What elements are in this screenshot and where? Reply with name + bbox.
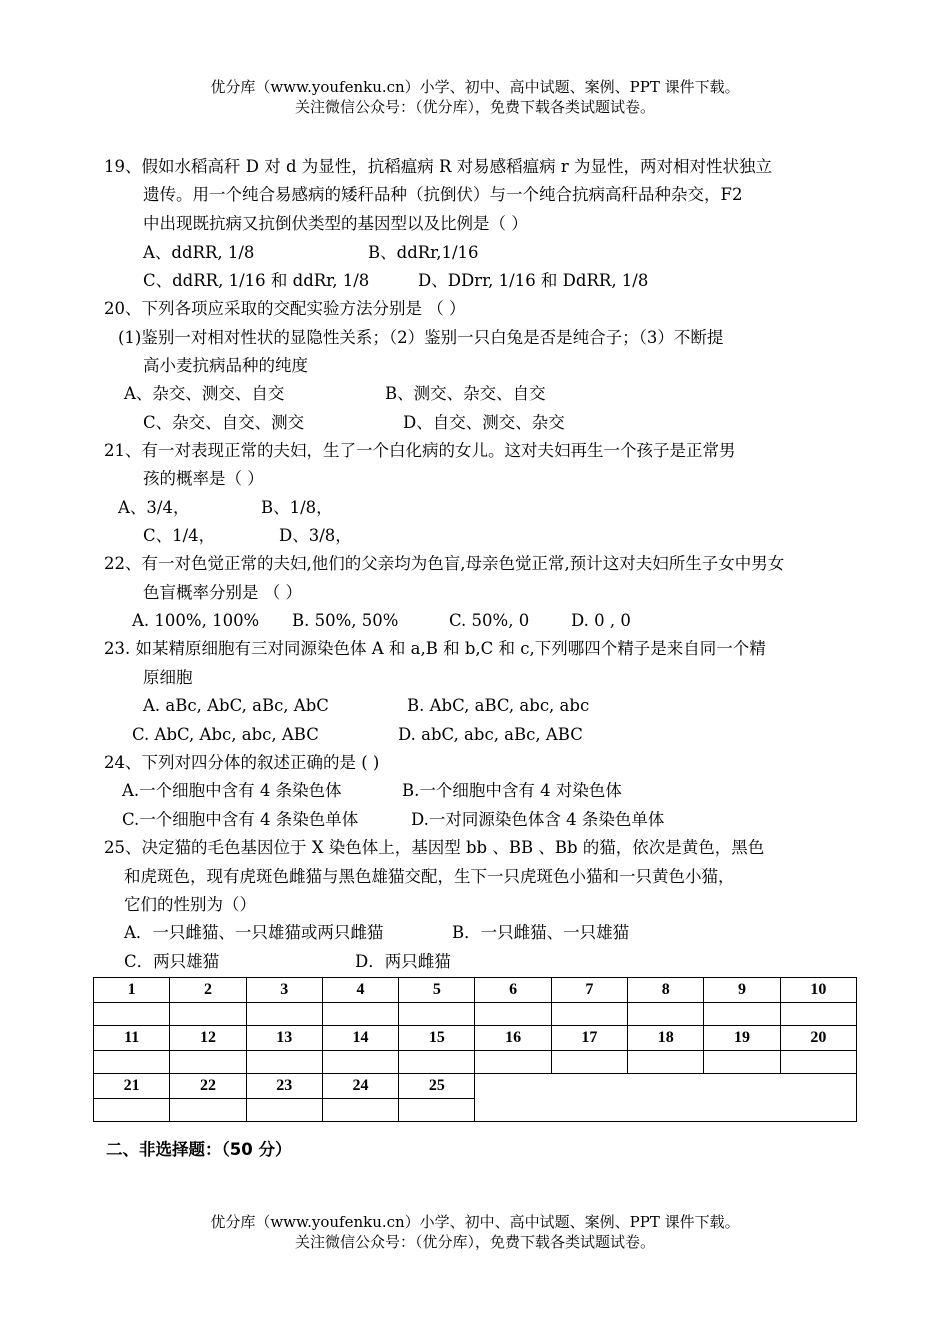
q20-option-d: D、自交、测交、杂交 xyxy=(403,413,565,432)
q25-option-a: A．一只雌猫、一只雄猫或两只雌猫 xyxy=(124,923,384,942)
section-heading: 二、非选择题：（50 分） xyxy=(106,1140,292,1159)
q24-option-d: D.一对同源染色体含 4 条染色单体 xyxy=(411,810,665,829)
answer-number-cell: 13 xyxy=(246,1026,322,1051)
answer-number-cell: 2 xyxy=(170,978,246,1003)
answer-blank-cell[interactable] xyxy=(170,1099,246,1122)
q19-option-a: A、ddRR, 1/8 xyxy=(143,243,255,262)
q19-option-b: B、ddRr,1/16 xyxy=(368,243,479,262)
q20-option-a: A、杂交、测交、自交 xyxy=(124,384,285,403)
q21-option-c: C、1/4， xyxy=(143,526,216,545)
answer-blank-cell[interactable] xyxy=(94,1051,170,1074)
answer-number-cell: 3 xyxy=(246,978,322,1003)
q25-stem-2: 和虎斑色，现有虎斑色雌猫与黑色雄猫交配，生下一只虎斑色小猫和一只黄色小猫， xyxy=(124,867,735,886)
answer-blank-cell[interactable] xyxy=(246,1099,322,1122)
answer-number-cell: 7 xyxy=(551,978,627,1003)
q19-option-d: D、DDrr, 1/16 和 DdRR, 1/8 xyxy=(418,271,649,290)
q21-option-b: B、1/8， xyxy=(261,498,333,517)
answer-blank-cell[interactable] xyxy=(170,1051,246,1074)
q23-option-b: B. AbC, aBC, abc, abc xyxy=(407,696,590,715)
answer-number-cell: 12 xyxy=(170,1026,246,1051)
q23-option-a: A. aBc, AbC, aBc, AbC xyxy=(143,696,329,715)
answer-blank-cell[interactable] xyxy=(704,1051,780,1074)
header-line-2: 关注微信公众号：（优分库），免费下载各类试题试卷。 xyxy=(294,98,655,116)
answer-number-cell: 5 xyxy=(399,978,475,1003)
answer-table-empty-area xyxy=(475,1074,857,1122)
answer-table-number-row xyxy=(94,978,857,1003)
answer-blank-cell[interactable] xyxy=(780,1003,856,1026)
q20-stem-1: 20、下列各项应采取的交配实验方法分别是 （ ） xyxy=(104,299,466,318)
q25-option-d: D．两只雌猫 xyxy=(355,952,451,971)
q22-stem-2: 色盲概率分别是 （ ） xyxy=(143,583,302,602)
q19-stem-2: 遗传。用一个纯合易感病的矮秆品种（抗倒伏）与一个纯合抗病高秆品种杂交，F2 xyxy=(143,185,743,204)
answer-blank-cell[interactable] xyxy=(475,1051,551,1074)
q25-option-b: B．一只雌猫、一只雄猫 xyxy=(452,923,630,942)
answer-number-cell: 22 xyxy=(170,1074,246,1099)
q24-option-b: B.一个细胞中含有 4 对染色体 xyxy=(402,781,622,800)
answer-blank-cell[interactable] xyxy=(322,1099,398,1122)
q23-stem-1: 23. 如某精原细胞有三对同源染色体 A 和 a,B 和 b,C 和 c,下列哪四个精子是来自同一个精 xyxy=(104,639,766,658)
answer-blank-cell[interactable] xyxy=(399,1051,475,1074)
answer-number-cell: 10 xyxy=(780,978,856,1003)
answer-number-cell: 8 xyxy=(628,978,704,1003)
answer-blank-cell[interactable] xyxy=(780,1051,856,1074)
q20-stem-2: (1)鉴别一对相对性状的显隐性关系；（2）鉴别一只白兔是否是纯合子；（3）不断提 xyxy=(118,328,724,347)
answer-blank-cell[interactable] xyxy=(322,1003,398,1026)
answer-number-cell: 16 xyxy=(475,1026,551,1051)
q19-stem-1: 19、假如水稻高秆 D 对 d 为显性，抗稻瘟病 R 对易感稻瘟病 r 为显性，两对相对性状独立 xyxy=(104,157,773,176)
answer-table xyxy=(93,977,857,1122)
answer-number-cell: 15 xyxy=(399,1026,475,1051)
answer-number-cell: 9 xyxy=(704,978,780,1003)
page-footer xyxy=(0,1212,950,1252)
page-header xyxy=(0,77,950,117)
answer-table-blank-row xyxy=(94,1051,857,1074)
answer-number-cell: 21 xyxy=(94,1074,170,1099)
answer-number-cell: 20 xyxy=(780,1026,856,1051)
answer-blank-cell[interactable] xyxy=(170,1003,246,1026)
q19-stem-3: 中出现既抗病又抗倒伏类型的基因型以及比例是（ ） xyxy=(143,214,528,233)
q24-option-c: C.一个细胞中含有 4 条染色单体 xyxy=(122,810,359,829)
answer-blank-cell[interactable] xyxy=(94,1003,170,1026)
answer-number-cell: 19 xyxy=(704,1026,780,1051)
answer-number-cell: 1 xyxy=(94,978,170,1003)
q24-stem: 24、下列对四分体的叙述正确的是 ( ) xyxy=(104,753,380,772)
answer-number-cell: 6 xyxy=(475,978,551,1003)
q22-option-c: C. 50%, 0 xyxy=(449,611,530,630)
answer-blank-cell[interactable] xyxy=(246,1003,322,1026)
q20-stem-3: 高小麦抗病品种的纯度 xyxy=(143,356,308,375)
answer-number-cell: 24 xyxy=(322,1074,398,1099)
q23-option-c: C. AbC, Abc, abc, ABC xyxy=(132,725,319,744)
header-line-1: 优分库（www.youfenku.cn）小学、初中、高中试题、案例、PPT 课件下载。 xyxy=(210,78,740,96)
answer-number-cell: 25 xyxy=(399,1074,475,1099)
answer-number-cell: 14 xyxy=(322,1026,398,1051)
q23-stem-2: 原细胞 xyxy=(143,668,193,687)
q25-stem-3: 它们的性别为（） xyxy=(124,895,256,914)
footer-line-2: 关注微信公众号：（优分库），免费下载各类试题试卷。 xyxy=(294,1233,655,1251)
answer-blank-cell[interactable] xyxy=(246,1051,322,1074)
q21-stem-2: 孩的概率是（ ） xyxy=(143,469,264,488)
answer-blank-cell[interactable] xyxy=(704,1003,780,1026)
answer-table-number-row xyxy=(94,1074,857,1099)
answer-blank-cell[interactable] xyxy=(628,1003,704,1026)
answer-blank-cell[interactable] xyxy=(551,1051,627,1074)
q25-option-c: C．两只雄猫 xyxy=(124,952,220,971)
answer-number-cell: 18 xyxy=(628,1026,704,1051)
footer-line-1: 优分库（www.youfenku.cn）小学、初中、高中试题、案例、PPT 课件下载。 xyxy=(210,1213,740,1231)
q20-option-c: C、杂交、自交、测交 xyxy=(143,413,305,432)
answer-blank-cell[interactable] xyxy=(399,1003,475,1026)
answer-blank-cell[interactable] xyxy=(322,1051,398,1074)
q19-option-c: C、ddRR, 1/16 和 ddRr, 1/8 xyxy=(143,271,370,290)
q22-option-b: B. 50%, 50% xyxy=(292,611,399,630)
answer-table-number-row xyxy=(94,1026,857,1051)
answer-blank-cell[interactable] xyxy=(475,1003,551,1026)
q25-stem-1: 25、决定猫的毛色基因位于 X 染色体上，基因型 bb 、BB 、Bb 的猫，依次是黄色，黑色 xyxy=(104,838,765,857)
q20-option-b: B、测交、杂交、自交 xyxy=(385,384,546,403)
answer-blank-cell[interactable] xyxy=(399,1099,475,1122)
q22-option-a: A. 100%, 100% xyxy=(132,611,260,630)
answer-number-cell: 17 xyxy=(551,1026,627,1051)
q21-option-d: D、3/8， xyxy=(279,526,352,545)
answer-blank-cell[interactable] xyxy=(94,1099,170,1122)
answer-number-cell: 11 xyxy=(94,1026,170,1051)
q23-option-d: D. abC, abc, aBc, ABC xyxy=(398,725,583,744)
q21-stem-1: 21、有一对表现正常的夫妇，生了一个白化病的女儿。这对夫妇再生一个孩子是正常男 xyxy=(104,441,736,460)
q24-option-a: A.一个细胞中含有 4 条染色体 xyxy=(122,781,342,800)
answer-blank-cell[interactable] xyxy=(628,1051,704,1074)
answer-number-cell: 23 xyxy=(246,1074,322,1099)
q22-stem-1: 22、有一对色觉正常的夫妇,他们的父亲均为色盲,母亲色觉正常,预计这对夫妇所生子女中男女 xyxy=(104,554,785,573)
answer-number-cell: 4 xyxy=(322,978,398,1003)
q21-option-a: A、3/4， xyxy=(118,498,190,517)
q22-option-d: D. 0 , 0 xyxy=(571,611,631,630)
answer-blank-cell[interactable] xyxy=(551,1003,627,1026)
answer-table-blank-row xyxy=(94,1003,857,1026)
